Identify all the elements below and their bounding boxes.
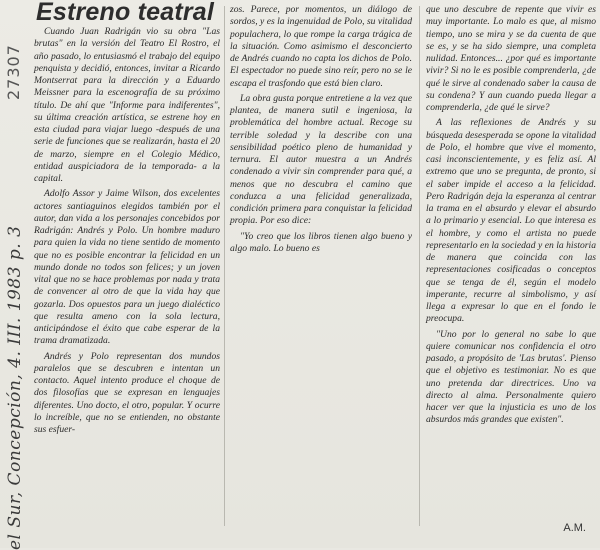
archive-id: 27307 bbox=[4, 44, 23, 100]
paragraph: La obra gusta porque entretiene a la vez que plantea, de manera sutil e ingeniosa, la problemática del hombre actual. Recoge su terrible soledad y la describe con una sensibilidad poético pleno de humanidad y ternura. El autor muestra a un Andrés condenado a vivir sin comprender para qué, a menos que no descubra el camino que conduzca a una felicidad generalizada, condición primera para conquistar la felicidad propia. Por eso dice: bbox=[230, 92, 412, 227]
paragraph: zos. Parece, por momentos, un diálogo de sordos, y es la ingenuidad de Polo, su vitalidad populachera, lo que rompe la carga trágica de la situación. Como asimismo el desconcierto de Andrés cuando no capta los dichos de Polo. El espectador no puede sino reír, pero no se le escapa el trasfondo que está bien claro. bbox=[230, 4, 412, 89]
paragraph: "Yo creo que los libros tienen algo bueno y algo malo. Lo bueno es bbox=[230, 230, 412, 254]
paragraph: Andrés y Polo representan dos mundos paralelos que se descubren e intentan un contacto. Aquel intento produce el choque de dos filosofías que se expresan en lenguajes diferentes. Uno docto, el otro, popular. Y ocurre lo increíble, que no se entienden, no obstante sus esfuer- bbox=[34, 350, 220, 435]
article-column-3 bbox=[426, 4, 596, 430]
paragraph: que uno descubre de repente que vivir es muy importante. Lo malo es que, al mismo tiempo, uno se mira y se da cuenta de que se es, y se ha sido siempre, una completa nulidad. Entonces... ¿por qué es importante vivir? Si no le es posible comprenderla, ¿de qué le sirve al condenado saber la causa de su condena? Y aun cuando pueda llegar a comprenderla, ¿de qué le sirve? bbox=[426, 4, 596, 113]
author-signature: A.M. bbox=[563, 522, 586, 534]
handwritten-margin-note bbox=[2, 20, 28, 550]
article-column-2 bbox=[230, 4, 412, 258]
column-divider bbox=[224, 6, 225, 526]
paragraph: A las reflexiones de Andrés y su búsqueda desesperada se opone la vitalidad de Polo, el hombre que vive el momento, casi inconscientemente, y es feliz así. Al extremo que uno se pregunta, de pronto, si el saber impide el acceso a la felicidad. Pero Radrigán deja la esperanza al centrar la trama en el absurdo y elevar el absurdo a lo primario y esencial. Lo que interesa es el hombre, y como el artista no puede representarlo en la sociedad y en la historia de manera que coincida con las representaciones cosificadas o conceptos que se tenga de él, según el modelo imperante, recurre al simbolismo, y así llega a expresar lo que en el fondo le preocupa. bbox=[426, 117, 596, 325]
article-title: Estreno teatral bbox=[36, 0, 215, 26]
paragraph: Adolfo Assor y Jaime Wilson, dos excelentes actores santiaguinos elegidos también por el autor, dan vida a los personajes concebidos por Radrigán: Andrés y Polo. Un hombre maduro para quien la vida no tiene sentido de momento que no es posible encontrar la felicidad en un mundo donde no todos son felices; y un joven vital que no se hace problemas por nada y trata de convencer al otro de que la vida hay que gozarla. Dos opuestos para un juego dialéctico que resulta ameno con la sola lectura, anticipándose el éxito que cabe esperar de la trama dramatizada. bbox=[34, 188, 220, 347]
paragraph: "Uno por lo general no sabe lo que quiere comunicar nos confidencia el otro pasado, a propósito de 'Las brutas'. Pienso que el objetivo es testimoniar. No es que uno pretenda dar directrices. Uno va directo al alma. Personalmente quiero hacer ver que la injusticia es uno de los absurdos más grandes que existen". bbox=[426, 328, 596, 426]
source-annotation: el Sur, Concepción, 4. III. 1983 p. 3 bbox=[5, 225, 25, 550]
article-column-1 bbox=[34, 26, 220, 439]
paragraph: Cuando Juan Radrigán vio su obra "Las brutas" en la versión del Teatro El Rostro, el año pasado, lo entusiasmó el trabajo del equipo penquista y decidió, entonces, invitar a Ricardo Montserrat para la dirección y a Eduardo Meissner para la escenografía de su próximo título. De ahí que "Informe para indiferentes", su última creación artística, se estrene hoy en esta ciudad para viajar luego -después de una serie de funciones que se realizarán, hasta el 20 de marzo, siempre en el Colegio Médico, entidad auspiciadora de la temporada- a la capital. bbox=[34, 26, 220, 184]
column-divider bbox=[419, 6, 420, 526]
